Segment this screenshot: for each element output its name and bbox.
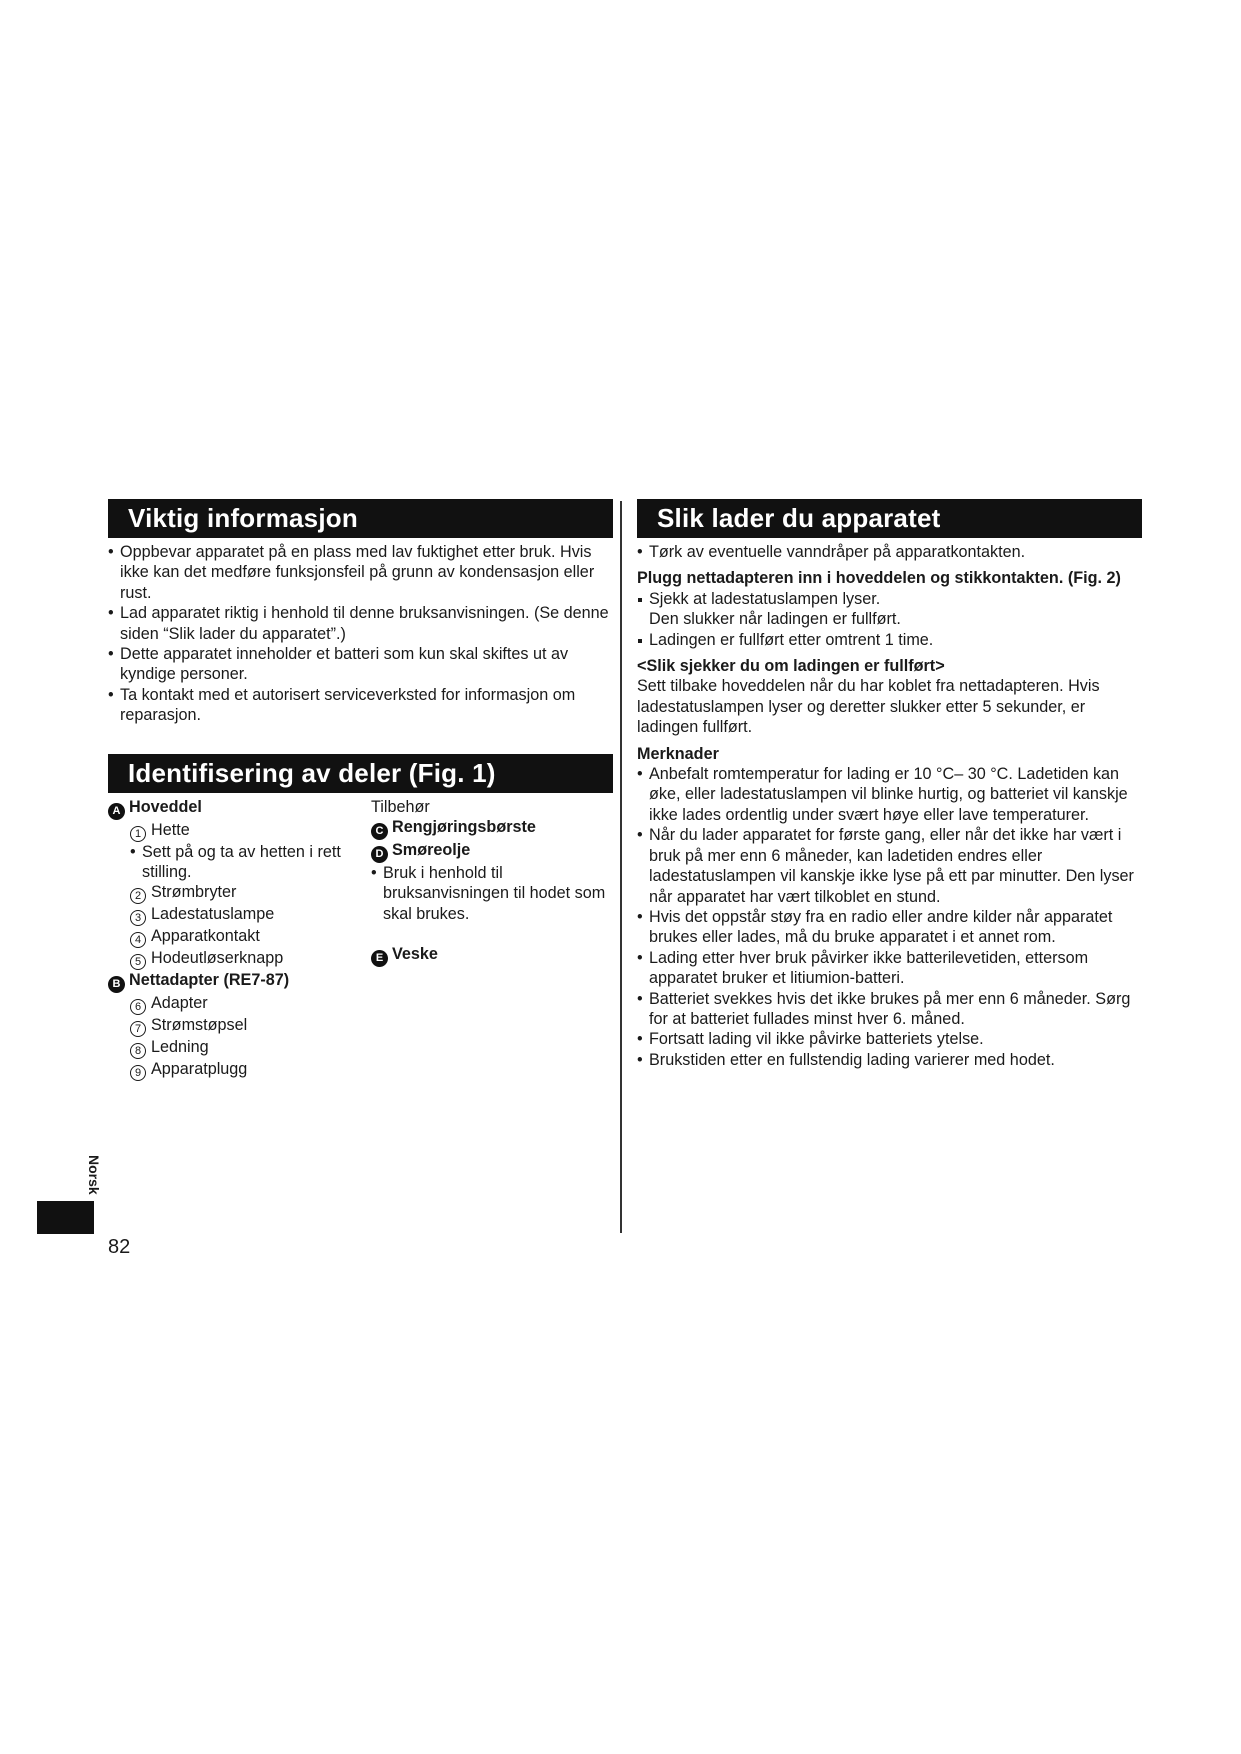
notes-heading: Merknader	[637, 744, 719, 763]
right-column	[637, 499, 1142, 1070]
letter-b-icon: B	[108, 976, 125, 993]
page-number: 82	[108, 1236, 131, 1258]
parts-accessories-column	[371, 797, 621, 968]
number-7-icon: 7	[130, 1021, 146, 1037]
number-5-icon: 5	[130, 954, 146, 970]
list-item: • Lad apparatet riktig i henhold til denne bruksanvisningen. (Se denne siden “Slik lader du apparatet”.)	[108, 603, 613, 644]
charge-steps	[637, 589, 1142, 609]
part-oil: D Smøreolje	[371, 840, 621, 863]
part-row: 5 Hodeutløserknapp	[108, 948, 368, 970]
section-title-identifisering: Identifisering av deler (Fig. 1)	[108, 754, 613, 793]
verify-heading: <Slik sjekker du om ladingen er fullført>	[637, 657, 945, 676]
left-column	[108, 499, 613, 1080]
list-item: • Lading etter hver bruk påvirker ikke batterilevetiden, ettersom apparatet bruker et litiumion-batteri.	[637, 948, 1142, 989]
parts-main-column	[108, 797, 368, 1082]
number-3-icon: 3	[130, 910, 146, 926]
list-item: • Ta kontakt med et autorisert serviceverksted for informasjon om reparasjon.	[108, 685, 613, 726]
part-brush: C Rengjøringsbørste	[371, 817, 621, 840]
number-8-icon: 8	[130, 1043, 146, 1059]
list-item: • Batteriet svekkes hvis det ikke brukes på mer enn 6 måneder. Sørg for at batteriet fullades minst hver 6. måned.	[637, 989, 1142, 1030]
section-title-viktig: Viktig informasjon	[108, 499, 613, 538]
list-item: • Brukstiden etter en fullstendig lading varierer med hodet.	[637, 1050, 1142, 1070]
number-2-icon: 2	[130, 888, 146, 904]
part-pouch: E Veske	[371, 944, 621, 967]
part-row: 3 Ladestatuslampe	[108, 904, 368, 926]
list-item: Sjekk at ladestatuslampen lyser.	[637, 589, 1142, 609]
part-row: 6 Adapter	[108, 993, 368, 1015]
letter-c-icon: C	[371, 823, 388, 840]
viktig-list	[108, 542, 613, 726]
letter-d-icon: D	[371, 846, 388, 863]
charge-steps-2	[637, 630, 1142, 650]
part-row: 4 Apparatkontakt	[108, 926, 368, 948]
number-9-icon: 9	[130, 1065, 146, 1081]
oil-note: • Bruk i henhold til	[371, 863, 621, 883]
letter-a-icon: A	[108, 803, 125, 820]
section-viktig-informasjon	[108, 499, 613, 726]
list-item: • Tørk av eventuelle vanndråper på apparatkontakten.	[637, 542, 1142, 562]
notes-list	[637, 764, 1142, 1070]
list-item: • Oppbevar apparatet på en plass med lav fuktighet etter bruk. Hvis ikke kan det medføre funksjonsfeil på grunn av kondensasjon eller rust.	[108, 542, 613, 603]
part-adapter: B Nettadapter (RE7-87)	[108, 970, 368, 993]
part-row: 8 Ledning	[108, 1037, 368, 1059]
part-note: • Sett på og ta av hetten i rett	[108, 842, 368, 862]
letter-e-icon: E	[371, 950, 388, 967]
list-item: Ladingen er fullført etter omtrent 1 time.	[637, 630, 1142, 650]
part-row: 7 Strømstøpsel	[108, 1015, 368, 1037]
parts-list	[108, 797, 613, 1080]
oil-note-cont: skal brukes.	[383, 904, 470, 923]
language-label: Norsk	[86, 1155, 102, 1195]
intro-list	[637, 542, 1142, 562]
section-slik-lader	[637, 499, 1142, 1070]
part-row: 2 Strømbryter	[108, 882, 368, 904]
part-row: 1 Hette	[108, 820, 368, 842]
section-title-slik-lader: Slik lader du apparatet	[637, 499, 1142, 538]
plug-heading: Plugg nettadapteren inn i hoveddelen og stikkontakten. (Fig. 2)	[637, 569, 1121, 588]
accessories-label: Tilbehør	[371, 797, 430, 816]
number-4-icon: 4	[130, 932, 146, 948]
list-item: • Fortsatt lading vil ikke påvirke batteriets ytelse.	[637, 1029, 1142, 1049]
verify-text: Sett tilbake hoveddelen når du har koblet fra nettadapteren. Hvis ladestatuslampen lyser og deretter slukker etter 5 sekunder, er ladingen fullført.	[637, 677, 1100, 737]
oil-note-cont: bruksanvisningen til hodet som	[383, 884, 606, 903]
list-item: • Anbefalt romtemperatur for lading er 10 °C– 30 °C. Ladetiden kan øke, eller ladestatuslampen vil blinke hurtig, og batteriet vil kanskje ikke lades ordentlig under svært høye eller lave temperaturer.	[637, 764, 1142, 825]
list-item: • Dette apparatet inneholder et batteri som kun skal skiftes ut av kyndige personer.	[108, 644, 613, 685]
check-subtext: Den slukker når ladingen er fullført.	[649, 610, 901, 629]
number-6-icon: 6	[130, 999, 146, 1015]
part-main-body: A Hoveddel	[108, 797, 368, 820]
list-item: • Når du lader apparatet for første gang, eller når det ikke har vært i bruk på mer enn 6 måneder, kan ladetiden endres eller ladestatuslampen vil kanskje ikke lyse på ett par minutter. Den lyser når apparatet har vært tilkoblet en stund.	[637, 825, 1142, 907]
part-row: 9 Apparatplugg	[108, 1059, 368, 1081]
list-item: • Hvis det oppstår støy fra en radio eller andre kilder når apparatet brukes eller lades, må du bruke apparatet i et annet rom.	[637, 907, 1142, 948]
section-identifisering	[108, 754, 613, 1080]
language-tab-block	[37, 1201, 94, 1234]
number-1-icon: 1	[130, 826, 146, 842]
column-divider	[620, 501, 622, 1233]
part-note-cont: stilling.	[142, 863, 192, 882]
